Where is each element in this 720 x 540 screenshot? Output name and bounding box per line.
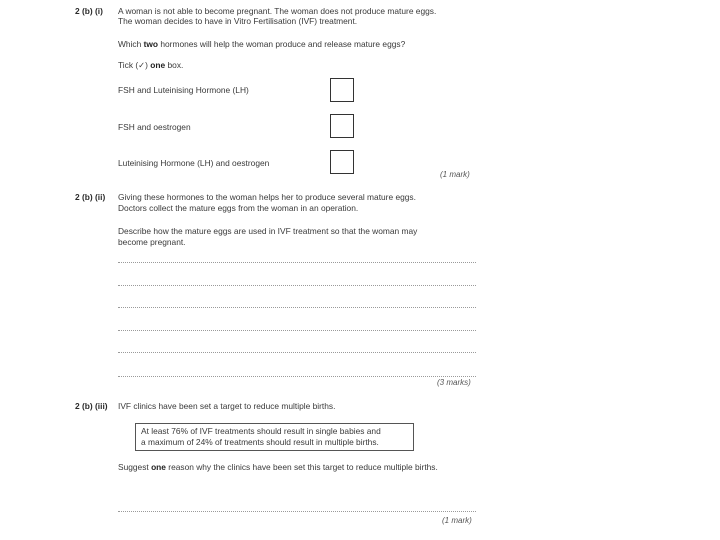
question-intro-line: Doctors collect the mature eggs from the woman in an operation. [118,203,359,213]
answer-option-label: Luteinising Hormone (LH) and oestrogen [118,158,270,168]
instruction-part: Tick (✓) [118,60,151,70]
marks-label: (3 marks) [437,378,471,387]
answer-checkbox[interactable] [330,78,354,102]
question-number: 2 (b) (i) [75,6,103,16]
marks-label: (1 mark) [440,170,470,179]
instruction-emphasis: one [150,60,166,70]
tick-instruction [118,60,183,70]
answer-checkbox[interactable] [330,114,354,138]
question-number: 2 (b) (ii) [75,192,106,202]
question-text-line: Describe how the mature eggs are used in IVF treatment so that the woman may [118,226,418,236]
marks-label: (1 mark) [442,516,472,525]
question-intro-line: A woman is not able to become pregnant. The woman does not produce mature eggs. [118,6,437,16]
question-intro-line: Giving these hormones to the woman helps her to produce several mature eggs. [118,192,416,202]
question-text-part: Which [118,39,144,49]
answer-line[interactable] [118,307,476,308]
answer-option-label: FSH and Luteinising Hormone (LH) [118,85,249,95]
instruction-part: box. [165,60,184,70]
answer-line[interactable] [118,511,476,512]
question-text [118,462,438,472]
answer-line[interactable] [118,376,476,377]
question-text-line: become pregnant. [118,237,186,247]
info-box-line: a maximum of 24% of treatments should result in multiple births. [141,437,379,447]
question-intro-line: The woman decides to have in Vitro Fertilisation (IVF) treatment. [118,16,358,26]
answer-line[interactable] [118,285,476,286]
answer-line[interactable] [118,262,476,263]
answer-line[interactable] [118,352,476,353]
question-text-part: Suggest [118,462,152,472]
question-number: 2 (b) (iii) [75,401,108,411]
info-box-line: At least 76% of IVF treatments should result in single babies and [141,426,381,436]
question-intro-line: IVF clinics have been set a target to reduce multiple births. [118,401,336,411]
question-text [118,39,405,49]
info-box [135,423,414,451]
question-text-part: reason why the clinics have been set this target to reduce multiple births. [165,462,438,472]
answer-option-label: FSH and oestrogen [118,122,191,132]
question-text-part: hormones will help the woman produce and release mature eggs? [158,39,406,49]
answer-checkbox[interactable] [330,150,354,174]
answer-line[interactable] [118,330,476,331]
question-text-emphasis: one [151,462,166,472]
question-text-emphasis: two [143,39,159,49]
